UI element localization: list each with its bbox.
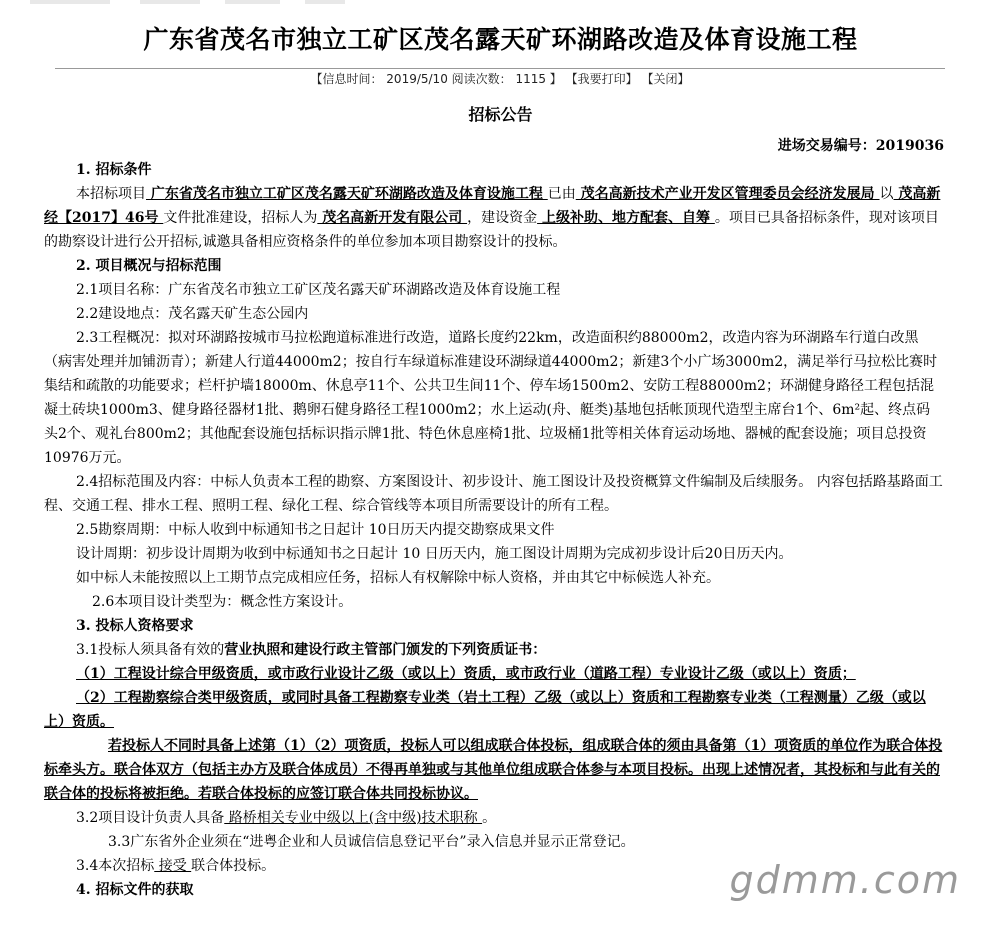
text: 营业执照和建设行政主管部门颁发的下列资质证书： xyxy=(224,642,547,658)
watermark: gdmm.com xyxy=(729,858,961,902)
info-bar xyxy=(55,68,945,91)
title-requirement: 路桥相关专业中级以上(含中级)技术职称 xyxy=(224,810,483,826)
section-2-heading: 2. 项目概况与招标范围 xyxy=(76,258,222,274)
text: 。 xyxy=(482,810,497,826)
text: 3.4本次招标 xyxy=(76,858,155,874)
design-period: 设计周期：初步设计周期为收到中标通知书之日起计 10 日历天内，施工图设计周期为完成初步设计后20日历天内。 xyxy=(76,546,793,562)
item-3-2 xyxy=(44,806,944,830)
fund-source: 上级补助、地方配套、自筹 xyxy=(537,210,715,226)
info-time: 【信息时间： 2019/5/10 阅读次数： 1115 】 xyxy=(310,72,562,86)
tenderer: 茂名高新开发有限公司 xyxy=(317,210,468,226)
text: 文件批准建设，招标人为 xyxy=(163,210,318,226)
section-1-heading: 1. 招标条件 xyxy=(76,162,152,178)
page-title: 广东省茂名市独立工矿区茂名露天矿环湖路改造及体育设施工程 xyxy=(143,25,858,54)
section-4-heading: 4. 招标文件的获取 xyxy=(76,882,194,898)
item-3-3: 3.3广东省外企业须在“进粤企业和人员诚信信息登记平台”录入信息并显示正常登记。 xyxy=(108,834,635,850)
joint-bid-note: 若投标人不同时具备上述第（1）（2）项资质，投标人可以组成联合体投标，组成联合体的须由具备第（1）项资质的单位作为联合体投标牵头方。联合体双方（包括主办方及联合体成员）不得再单独或与其他单位组成联合体参与本项目投标。出现上述情况者，其投标和与此有关的联合体的投标将被拒绝。若联合体投标的应签订联合体共同投标协议。 xyxy=(44,738,943,802)
document-body xyxy=(44,134,944,902)
text: 3.2项目设计负责人具备 xyxy=(76,810,225,826)
item-2-3: 2.3工程概况：拟对环湖路按城市马拉松跑道标准进行改造，道路长度约22km，改造面积约88000m2，改造内容为环湖路车行道白改黑（病害处理并加铺沥青）；新建人行道44000m2；按自行车绿道标准建设环湖绿道44000m2；新建3个小广场3000m2，满足举行马拉松比赛时集结和疏散的功能要求；栏杆护墙18000m、休息亭11个、公共卫生间11个、停车场1500m2、安防工程88000m2；环湖健身路径工程包括混凝土砖块1000m3、健身路径器材1批、鹅卵石健身路径工程1000m2；水上运动(舟、艇类)基地包括帐顶现代造型主席台1个、6m²起、终点码头2个、观礼台800m2；其他配套设施包括标识指示牌1批、特色休息座椅1批、垃圾桶1批等相关体育运动场地、器械的配套设施；项目总投资10976万元。 xyxy=(44,330,938,466)
text: 3.1投标人须具备有效的 xyxy=(76,642,225,658)
item-2-4: 2.4招标范围及内容：中标人负责本工程的勘察、方案图设计、初步设计、施工图设计及投资概算文件编制及后续服务。 内容包括路基路面工程、交通工程、排水工程、照明工程、绿化工程、综合管线等本项目所需要设计的所有工程。 xyxy=(44,474,943,514)
qualification-2: （2）工程勘察综合类甲级资质，或同时具备工程勘察专业类（岩土工程）乙级（或以上）资质和工程勘察专业类（工程测量）乙级（或以上）资质。 xyxy=(44,690,926,730)
project-name: 广东省茂名市独立工矿区茂名露天矿环湖路改造及体育设施工程 xyxy=(146,186,548,202)
item-2-5: 2.5勘察周期：中标人收到中标通知书之日起计 10日历天内提交勘察成果文件 xyxy=(76,522,555,538)
section-3-heading: 3. 投标人资格要求 xyxy=(76,618,194,634)
item-2-1: 2.1项目名称：广东省茂名市独立工矿区茂名露天矿环湖路改造及体育设施工程 xyxy=(76,282,561,298)
text: 联合体投标。 xyxy=(191,858,276,874)
approval-doc: 茂高新经【2017】46号 xyxy=(44,186,941,226)
approver: 茂名高新技术产业开发区管理委员会经济发展局 xyxy=(575,186,880,202)
period-note: 如中标人未能按照以上工期节点完成相应任务，招标人有权解除中标人资格，并由其它中标候选人补充。 xyxy=(76,570,720,586)
item-2-2: 2.2建设地点：茂名露天矿生态公园内 xyxy=(76,306,309,322)
joint-accept: 接受 xyxy=(154,858,192,874)
announcement-title: 招标公告 xyxy=(468,105,533,124)
text: 。项目已具备招标条件，现对该项目的勘察设计进行公开招标,诚邀具备相应资格条件的单位参加本项目勘察设计的投标。 xyxy=(44,210,939,250)
item-3-1 xyxy=(44,638,944,662)
text: ，建设资金 xyxy=(467,210,538,226)
qualification-1: （1）工程设计综合甲级资质，或市政行业设计乙级（或以上）资质，或市政行业（道路工程）专业设计乙级（或以上）资质； xyxy=(76,666,856,682)
text: 本招标项目 xyxy=(76,186,146,202)
trade-number: 进场交易编号：2019036 xyxy=(777,138,944,154)
text: 已由 xyxy=(547,186,576,202)
section-1-paragraph xyxy=(44,182,944,254)
print-link[interactable]: 【我要打印】 xyxy=(565,72,638,86)
close-link[interactable]: 【关闭】 xyxy=(641,72,690,86)
top-strip xyxy=(0,0,1001,5)
text: 以 xyxy=(879,186,894,202)
item-2-6: 2.6本项目设计类型为：概念性方案设计。 xyxy=(92,594,353,610)
